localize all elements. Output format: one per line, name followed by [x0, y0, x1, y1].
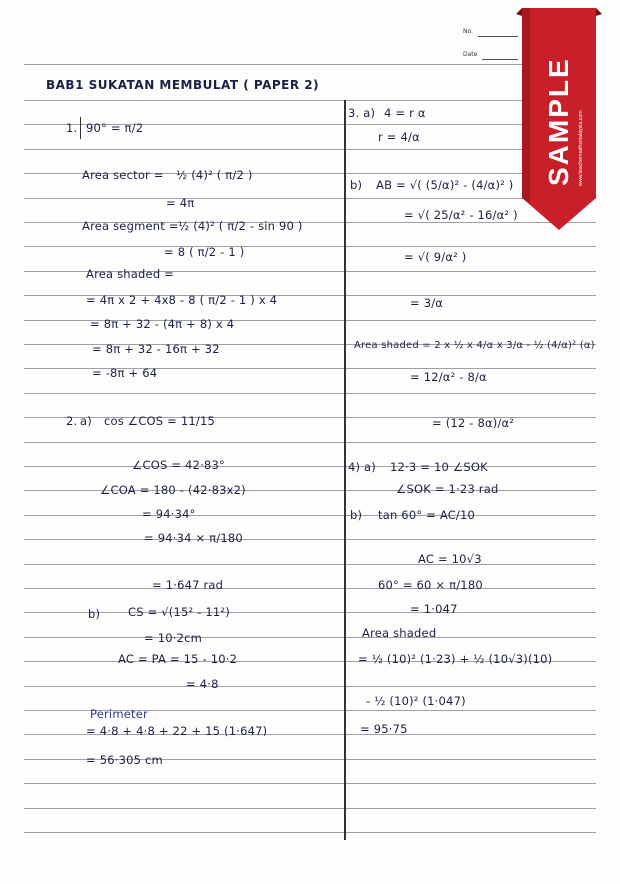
q4a-line1: 12·3 = 10 ∠SOK: [390, 460, 488, 474]
ruled-line: [24, 198, 596, 199]
q1-line1: 90° = π/2: [86, 121, 144, 135]
q2a-line3: ∠COA = 180 - (42·83x2): [100, 483, 246, 497]
q1-shaded-label: Area shaded =: [86, 267, 175, 281]
q1-sector-label: Area sector =: [82, 168, 164, 182]
q4b-line6: = ½ (10)² (1·23) + ½ (10√3)(10): [358, 652, 553, 666]
q4b-label: b): [350, 508, 363, 522]
q3b-line7: = (12 - 8α)/α²: [432, 416, 515, 430]
ribbon-sample-text: SAMPLE: [543, 57, 574, 186]
q3b-label: b): [350, 178, 363, 192]
ruled-line: [24, 808, 596, 809]
sample-ribbon: [516, 8, 602, 230]
q4b-line3: 60° = 60 × π/180: [378, 578, 483, 592]
q1-segment-value: = 8 ( π/2 - 1 ): [164, 245, 245, 259]
q3b-line6: = 12/α² - 8/α: [410, 370, 487, 384]
q2b-perimeter-label: Perimeter: [90, 707, 148, 721]
ruled-line: [24, 466, 596, 467]
q3a-line1: 4 = r α: [384, 106, 426, 120]
ruled-line-top: [24, 64, 596, 65]
q2b-line3: AC = PA = 15 - 10·2: [118, 652, 238, 666]
ruled-line: [24, 612, 596, 613]
q2b-line6: = 56·305 cm: [86, 753, 163, 767]
q2a-line6: = 1·647 rad: [152, 578, 224, 592]
q2b-label: b): [88, 607, 101, 621]
ruled-line: [24, 515, 596, 516]
no-line: [478, 36, 518, 37]
ruled-line: [24, 637, 596, 638]
q2b-line5: = 4·8 + 4·8 + 22 + 15 (1·647): [86, 724, 268, 738]
ruled-line: [24, 539, 596, 540]
q2b-line4: = 4·8: [186, 677, 219, 691]
q4b-line5: Area shaded: [362, 626, 437, 640]
ruled-line: [24, 783, 596, 784]
ruled-line: [24, 246, 596, 247]
q4b-line1: tan 60° = AC/10: [378, 508, 476, 522]
margin-tick: [80, 117, 81, 139]
ruled-line: [24, 588, 596, 589]
ruled-line: [24, 442, 596, 443]
q4b-line8: = 95·75: [360, 722, 408, 736]
q1-segment-label: Area segment =: [82, 219, 179, 233]
q3b-line5: Area shaded = 2 x ½ x 4/α x 3/α - ½ (4/α)² (α): [354, 340, 595, 351]
ruled-line: [24, 686, 596, 687]
ribbon-shade: [522, 8, 530, 203]
q1-sector-expr: ½ (4)² ( π/2 ): [176, 168, 253, 182]
q2a-line2: ∠COS = 42·83°: [132, 458, 225, 472]
q3b-line1: AB = √( (5/α)² - (4/α)² ): [376, 178, 514, 192]
q1-segment-expr: ½ (4)² ( π/2 - sin 90 ): [178, 219, 303, 233]
q4b-line2: AC = 10√3: [418, 552, 482, 566]
page-title: BAB1 SUKATAN MEMBULAT ( PAPER 2): [46, 78, 320, 92]
q4b-line7: - ½ (10)² (1·047): [366, 694, 466, 708]
date-label: Date: [463, 51, 478, 58]
ribbon-fold-right: [596, 8, 602, 16]
date-line: [482, 59, 518, 60]
ruled-line: [24, 149, 596, 150]
q1-step1: = 4π x 2 + 4x8 - 8 ( π/2 - 1 ) x 4: [86, 293, 278, 307]
q4b-line4: = 1·047: [410, 602, 458, 616]
ruled-line: [24, 393, 596, 394]
q2b-line2: = 10·2cm: [144, 631, 203, 645]
q1-step3: = 8π + 32 - 16π + 32: [92, 342, 220, 356]
q3-label: 3. a): [348, 106, 376, 120]
ribbon-subtext: www.teachermathsmalaysia.com: [578, 110, 584, 186]
q3a-line2: r = 4/α: [378, 130, 420, 144]
q2a-line1: cos ∠COS = 11/15: [104, 414, 215, 428]
q4-label: 4) a): [348, 460, 376, 474]
ruled-line: [24, 564, 596, 565]
q4a-line2: ∠SOK = 1·23 rad: [396, 482, 499, 496]
q2a-line5: = 94·34 × π/180: [144, 531, 243, 545]
q2a-line4: = 94·34°: [142, 507, 196, 521]
ruled-line: [24, 832, 596, 833]
q3b-line4: = 3/α: [410, 296, 444, 310]
q1-step2: = 8π + 32 - (4π + 8) x 4: [90, 317, 235, 331]
q2a-label: a): [80, 414, 92, 428]
ribbon-fold-left: [516, 8, 522, 16]
q1-number: 1.: [66, 121, 78, 135]
ruled-line: [24, 100, 596, 101]
q2-number: 2.: [66, 414, 78, 428]
no-label: No.: [463, 28, 473, 35]
q2b-line1: CS = √(15² - 11²): [128, 605, 230, 619]
q1-step4: = -8π + 64: [92, 366, 158, 380]
q3b-line2: = √( 25/α² - 16/α² ): [404, 208, 518, 222]
q3b-line3: = √( 9/α² ): [404, 250, 467, 264]
q1-sector-value: = 4π: [166, 196, 195, 210]
column-divider: [344, 100, 346, 840]
